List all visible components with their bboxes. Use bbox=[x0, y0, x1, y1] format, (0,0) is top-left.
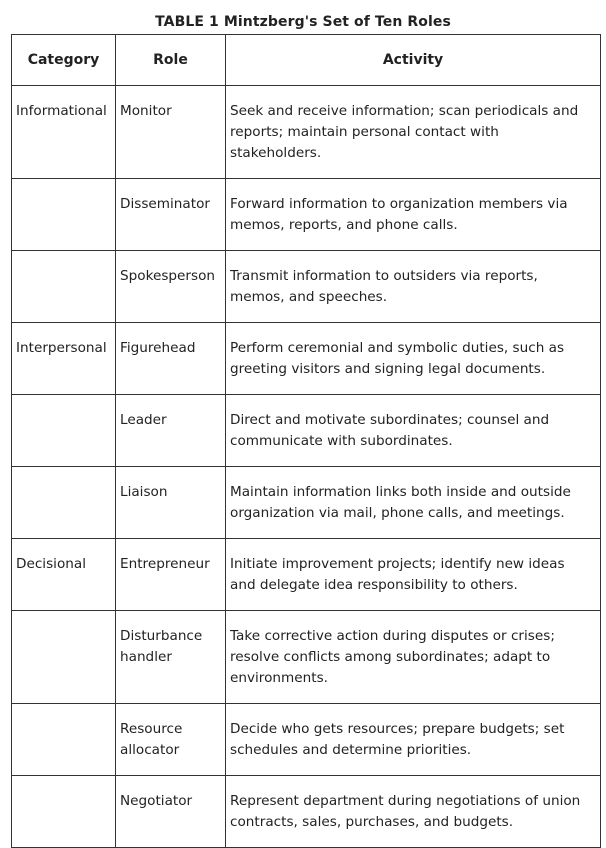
activity-cell: Maintain information links both inside and outside organization via mail, phone calls, and meetings. bbox=[226, 467, 601, 539]
header-row bbox=[12, 35, 601, 86]
activity-cell: Initiate improvement projects; identify new ideas and delegate idea responsibility to others. bbox=[226, 539, 601, 611]
role-cell: Resource allocator bbox=[116, 704, 226, 776]
category-cell bbox=[12, 467, 116, 539]
table-row bbox=[12, 395, 601, 467]
role-cell: Leader bbox=[116, 395, 226, 467]
activity-cell: Seek and receive information; scan periodicals and reports; maintain personal contact with stakeholders. bbox=[226, 86, 601, 179]
role-cell: Negotiator bbox=[116, 776, 226, 848]
category-cell: Decisional bbox=[12, 539, 116, 611]
role-cell: Figurehead bbox=[116, 323, 226, 395]
activity-cell: Represent department during negotiations of union contracts, sales, purchases, and budgets. bbox=[226, 776, 601, 848]
header-role: Role bbox=[116, 35, 226, 86]
role-cell: Monitor bbox=[116, 86, 226, 179]
activity-cell: Direct and motivate subordinates; counsel and communicate with subordinates. bbox=[226, 395, 601, 467]
table-row bbox=[12, 323, 601, 395]
table-row bbox=[12, 251, 601, 323]
activity-cell: Perform ceremonial and symbolic duties, such as greeting visitors and signing legal documents. bbox=[226, 323, 601, 395]
role-cell: Liaison bbox=[116, 467, 226, 539]
role-cell: Disseminator bbox=[116, 179, 226, 251]
table-row bbox=[12, 179, 601, 251]
activity-cell: Decide who gets resources; prepare budgets; set schedules and determine priorities. bbox=[226, 704, 601, 776]
table-row bbox=[12, 86, 601, 179]
category-cell bbox=[12, 251, 116, 323]
category-cell bbox=[12, 776, 116, 848]
header-activity: Activity bbox=[226, 35, 601, 86]
table-row bbox=[12, 467, 601, 539]
category-cell: Informational bbox=[12, 86, 116, 179]
role-cell: Spokesperson bbox=[116, 251, 226, 323]
category-cell bbox=[12, 611, 116, 704]
activity-cell: Take corrective action during disputes or crises; resolve conflicts among subordinates; adapt to environments. bbox=[226, 611, 601, 704]
category-cell: Interpersonal bbox=[12, 323, 116, 395]
category-cell bbox=[12, 704, 116, 776]
table-row bbox=[12, 539, 601, 611]
table-row bbox=[12, 611, 601, 704]
category-cell bbox=[12, 395, 116, 467]
roles-table bbox=[11, 34, 601, 848]
table-row bbox=[12, 776, 601, 848]
table-row bbox=[12, 704, 601, 776]
activity-cell: Forward information to organization members via memos, reports, and phone calls. bbox=[226, 179, 601, 251]
role-cell: Entrepreneur bbox=[116, 539, 226, 611]
activity-cell: Transmit information to outsiders via reports, memos, and speeches. bbox=[226, 251, 601, 323]
category-cell bbox=[12, 179, 116, 251]
role-cell: Disturbance handler bbox=[116, 611, 226, 704]
table-title: TABLE 1 Mintzberg's Set of Ten Roles bbox=[155, 14, 451, 30]
header-category: Category bbox=[12, 35, 116, 86]
